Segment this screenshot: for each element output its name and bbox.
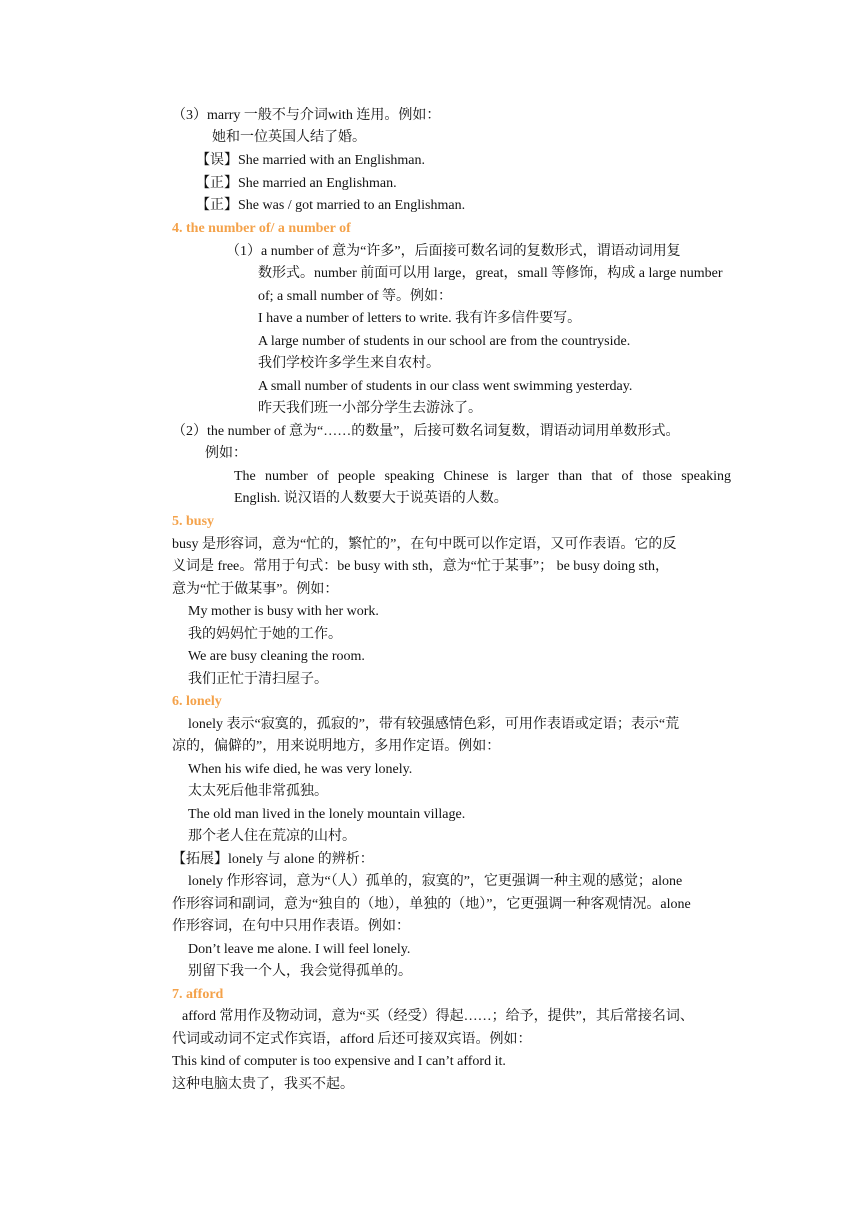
afford-line2: 代词或动词不定式作宾语，afford 后还可接双宾语。例如：: [172, 1032, 532, 1047]
marry-cn-example: 她和一位英国人结了婚。: [212, 130, 366, 145]
lonely-extension-line3: 作形容词，在句中只用作表语。例如：: [172, 919, 410, 934]
number-example-4-line1: The number of people speaking Chinese is larger than that of those speaking: [234, 469, 731, 484]
busy-line2: 义词是 free。常用于句式：be busy with sth，意为“忙于某事”； be busy doing sth，: [172, 559, 669, 574]
lonely-example-3-en: Don’t leave me alone. I will feel lonely.: [188, 942, 411, 957]
number-example-2-cn: 我们学校许多学生来自农村。: [258, 356, 440, 371]
lonely-example-2-cn: 那个老人住在荒凉的山村。: [188, 829, 356, 844]
number-example-4-line2: English. 说汉语的人数要大于说英语的人数。: [234, 491, 508, 506]
lonely-example-1-en: When his wife died, he was very lonely.: [188, 762, 413, 777]
number-example-3-cn: 昨天我们班一小部分学生去游泳了。: [258, 401, 482, 416]
heading-lonely: 6. lonely: [172, 694, 222, 709]
heading-afford: 7. afford: [172, 987, 224, 1002]
afford-example-en: This kind of computer is too expensive and I can’t afford it.: [172, 1054, 506, 1069]
number-example-2-en: A large number of students in our school are from the countryside.: [258, 334, 631, 349]
number-p2-line2: 例如：: [205, 446, 247, 461]
heading-number-of: 4. the number of/ a number of: [172, 221, 351, 236]
marry-wrong: 【误】She married with an Englishman.: [196, 153, 426, 168]
number-example-3-en: A small number of students in our class went swimming yesterday.: [258, 379, 633, 394]
afford-line1: afford 常用作及物动词，意为“买（经受）得起……；给予，提供”，其后常接名词、: [182, 1009, 694, 1024]
busy-example-1-cn: 我的妈妈忙于她的工作。: [188, 627, 342, 642]
busy-example-2-cn: 我们正忙于清扫屋子。: [188, 672, 328, 687]
lonely-example-3-cn: 别留下我一个人，我会觉得孤单的。: [188, 964, 412, 979]
number-example-1: I have a number of letters to write. 我有许多信件要写。: [258, 311, 582, 326]
number-p1-line3: of; a small number of 等。例如：: [258, 289, 453, 304]
lonely-example-1-cn: 太太死后他非常孤独。: [188, 784, 328, 799]
lonely-line2: 凉的，偏僻的”，用来说明地方，多用作定语。例如：: [172, 739, 501, 754]
heading-busy: 5. busy: [172, 514, 215, 529]
number-p2-line1: （2）the number of 意为“……的数量”，后接可数名词复数，谓语动词用单数形式。: [172, 424, 680, 439]
afford-example-cn: 这种电脑太贵了，我买不起。: [172, 1077, 354, 1092]
lonely-extension-title: 【拓展】lonely 与 alone 的辨析：: [172, 852, 374, 867]
marry-right-1: 【正】She married an Englishman.: [196, 176, 397, 191]
busy-example-1-en: My mother is busy with her work.: [188, 604, 379, 619]
lonely-extension-line2: 作形容词和副词，意为“独自的（地），单独的（地）”，它更强调一种客观情况。alone: [172, 897, 691, 912]
lonely-extension-line1: lonely 作形容词，意为“（人）孤单的，寂寞的”，它更强调一种主观的感觉；alone: [188, 874, 683, 889]
number-p1-line1: （1）a number of 意为“许多”，后面接可数名词的复数形式，谓语动词用复: [226, 244, 681, 259]
lonely-line1: lonely 表示“寂寞的，孤寂的”，带有较强感情色彩，可用作表语或定语；表示“荒: [188, 717, 680, 732]
busy-line1: busy 是形容词，意为“忙的，繁忙的”，在句中既可以作定语，又可作表语。它的反: [172, 537, 677, 552]
marry-intro: （3）marry 一般不与介词with 连用。例如：: [172, 108, 441, 123]
number-p1-line2: 数形式。number 前面可以用 large，great，small 等修饰，构成 a large number: [258, 266, 723, 281]
lonely-example-2-en: The old man lived in the lonely mountain village.: [188, 807, 466, 822]
busy-line3: 意为“忙于做某事”。例如：: [172, 582, 339, 597]
marry-right-2: 【正】She was / got married to an Englishman.: [196, 198, 466, 213]
busy-example-2-en: We are busy cleaning the room.: [188, 649, 365, 664]
